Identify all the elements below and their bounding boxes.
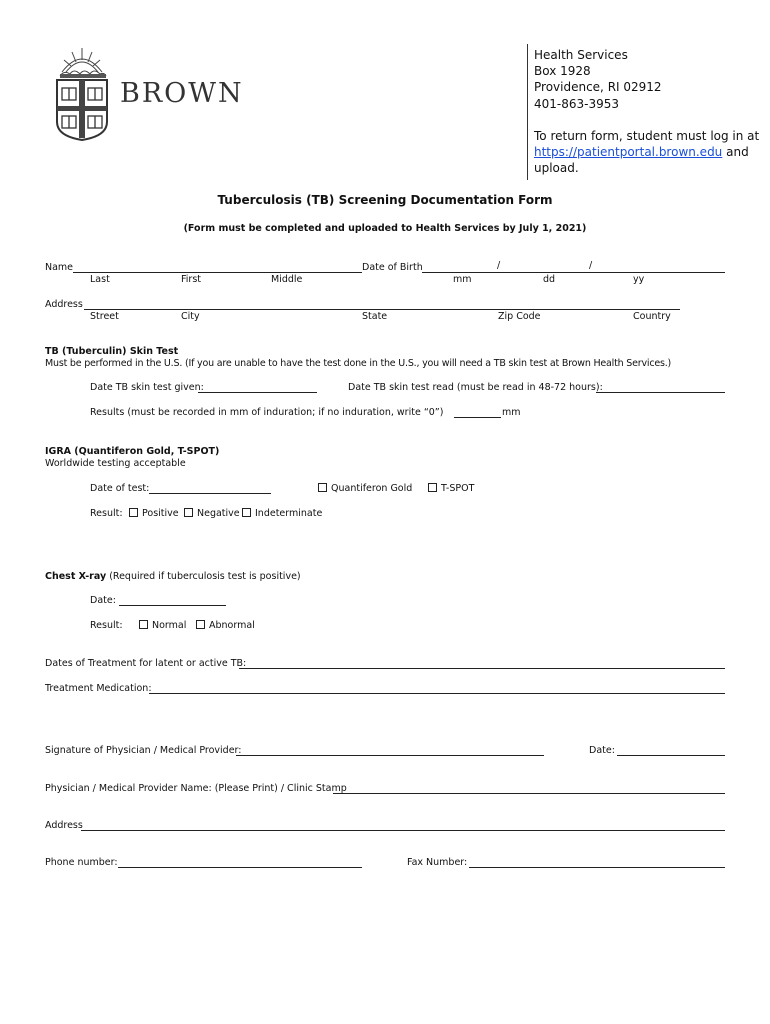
skin-test-note: Must be performed in the U.S. (If you are unable to have the test done in the U.S., you will need a TB skin test at Brown Health Services.) xyxy=(45,358,672,369)
name-last-caption: Last xyxy=(90,274,110,285)
address-label: Address xyxy=(45,299,83,310)
treatment-medication-label: Treatment Medication: xyxy=(45,683,152,694)
phone-field[interactable] xyxy=(118,867,362,868)
dob-mm-caption: mm xyxy=(453,274,472,285)
contact-block xyxy=(534,47,759,176)
positive-label: Positive xyxy=(142,508,179,519)
igra-note: Worldwide testing acceptable xyxy=(45,458,186,469)
skin-date-read-label: Date TB skin test read (must be read in 48-72 hours): xyxy=(348,382,603,393)
xray-heading: Chest X-ray xyxy=(45,571,107,582)
return-instructions: To return form, student must log in at xyxy=(534,128,760,143)
provider-name-field[interactable] xyxy=(333,793,725,794)
xray-note: (Required if tuberculosis test is positive) xyxy=(106,571,301,582)
fax-field[interactable] xyxy=(469,867,725,868)
xray-option-abnormal[interactable] xyxy=(196,620,255,631)
xray-result-label: Result: xyxy=(90,620,123,631)
skin-results-field[interactable] xyxy=(454,417,501,418)
abnormal-checkbox[interactable] xyxy=(196,620,205,629)
negative-label: Negative xyxy=(197,508,240,519)
address-country-caption: Country xyxy=(633,311,671,322)
quantiferon-label: Quantiferon Gold xyxy=(331,483,413,494)
xray-date-label: Date: xyxy=(90,595,116,606)
abnormal-label: Abnormal xyxy=(209,620,255,631)
igra-result-label: Result: xyxy=(90,508,123,519)
return-and: and xyxy=(722,145,749,160)
provider-name-label: Physician / Medical Provider Name: (Please Print) / Clinic Stamp xyxy=(45,783,347,794)
igra-heading: IGRA (Quantiferon Gold, T-SPOT) xyxy=(45,446,220,457)
fax-label: Fax Number: xyxy=(407,857,468,868)
dob-label: Date of Birth xyxy=(362,262,423,273)
contact-phone: 401-863-3953 xyxy=(534,96,620,111)
signature-date-label: Date: xyxy=(589,745,615,756)
address-street-caption: Street xyxy=(90,311,119,322)
name-middle-caption: Middle xyxy=(271,274,303,285)
negative-checkbox[interactable] xyxy=(184,508,193,517)
brown-shield-icon xyxy=(54,44,110,142)
treatment-dates-field[interactable] xyxy=(239,668,725,669)
igra-option-negative[interactable] xyxy=(184,508,240,519)
name-first-caption: First xyxy=(181,274,201,285)
signature-label: Signature of Physician / Medical Provider: xyxy=(45,745,242,756)
xray-date-field[interactable] xyxy=(119,605,226,606)
dob-slash-1: / xyxy=(497,260,501,271)
tspot-checkbox[interactable] xyxy=(428,483,437,492)
dob-yy-caption: yy xyxy=(633,274,645,285)
return-upload: upload. xyxy=(534,161,579,176)
skin-date-given-label: Date TB skin test given: xyxy=(90,382,204,393)
indeterminate-label: Indeterminate xyxy=(255,508,323,519)
treatment-medication-field[interactable] xyxy=(149,693,725,694)
skin-date-read-field[interactable] xyxy=(596,392,725,393)
name-field[interactable] xyxy=(73,272,362,273)
igra-option-positive[interactable] xyxy=(129,508,179,519)
address-city-caption: City xyxy=(181,311,200,322)
xray-option-normal[interactable] xyxy=(139,620,186,631)
normal-checkbox[interactable] xyxy=(139,620,148,629)
skin-results-label: Results (must be recorded in mm of induration; if no induration, write “0”) xyxy=(90,407,444,418)
positive-checkbox[interactable] xyxy=(129,508,138,517)
dob-field[interactable] xyxy=(422,272,725,273)
tspot-label: T-SPOT xyxy=(441,483,475,494)
brown-wordmark: BROWN xyxy=(120,78,244,109)
igra-option-indeterminate[interactable] xyxy=(242,508,322,519)
form-deadline: (Form must be completed and uploaded to Health Services by July 1, 2021) xyxy=(183,223,587,234)
contact-divider xyxy=(527,44,528,180)
contact-box: Box 1928 xyxy=(534,64,591,79)
skin-results-unit: mm xyxy=(502,407,521,418)
provider-address-label: Address xyxy=(45,820,83,831)
provider-address-field[interactable] xyxy=(81,830,725,831)
signature-field[interactable] xyxy=(236,755,544,756)
phone-label: Phone number: xyxy=(45,857,118,868)
treatment-dates-label: Dates of Treatment for latent or active TB: xyxy=(45,658,247,669)
form-title: Tuberculosis (TB) Screening Documentation Form xyxy=(217,193,553,207)
igra-option-quantiferon[interactable] xyxy=(318,483,412,494)
signature-date-field[interactable] xyxy=(617,755,725,756)
igra-date-label: Date of test: xyxy=(90,483,150,494)
contact-department: Health Services xyxy=(534,48,628,62)
dob-slash-2: / xyxy=(589,260,593,271)
address-zip-caption: Zip Code xyxy=(498,311,541,322)
skin-date-given-field[interactable] xyxy=(198,392,317,393)
normal-label: Normal xyxy=(152,620,187,631)
igra-option-tspot[interactable] xyxy=(428,483,474,494)
brown-logo xyxy=(54,44,244,144)
xray-heading-row xyxy=(45,571,301,582)
address-field[interactable] xyxy=(84,309,680,310)
contact-city: Providence, RI 02912 xyxy=(534,80,662,95)
address-state-caption: State xyxy=(362,311,388,322)
indeterminate-checkbox[interactable] xyxy=(242,508,251,517)
skin-test-heading: TB (Tuberculin) Skin Test xyxy=(45,346,179,357)
patient-portal-link[interactable]: https://patientportal.brown.edu xyxy=(534,145,723,160)
igra-date-field[interactable] xyxy=(149,493,271,494)
name-label: Name xyxy=(45,262,74,273)
dob-dd-caption: dd xyxy=(543,274,556,285)
quantiferon-checkbox[interactable] xyxy=(318,483,327,492)
